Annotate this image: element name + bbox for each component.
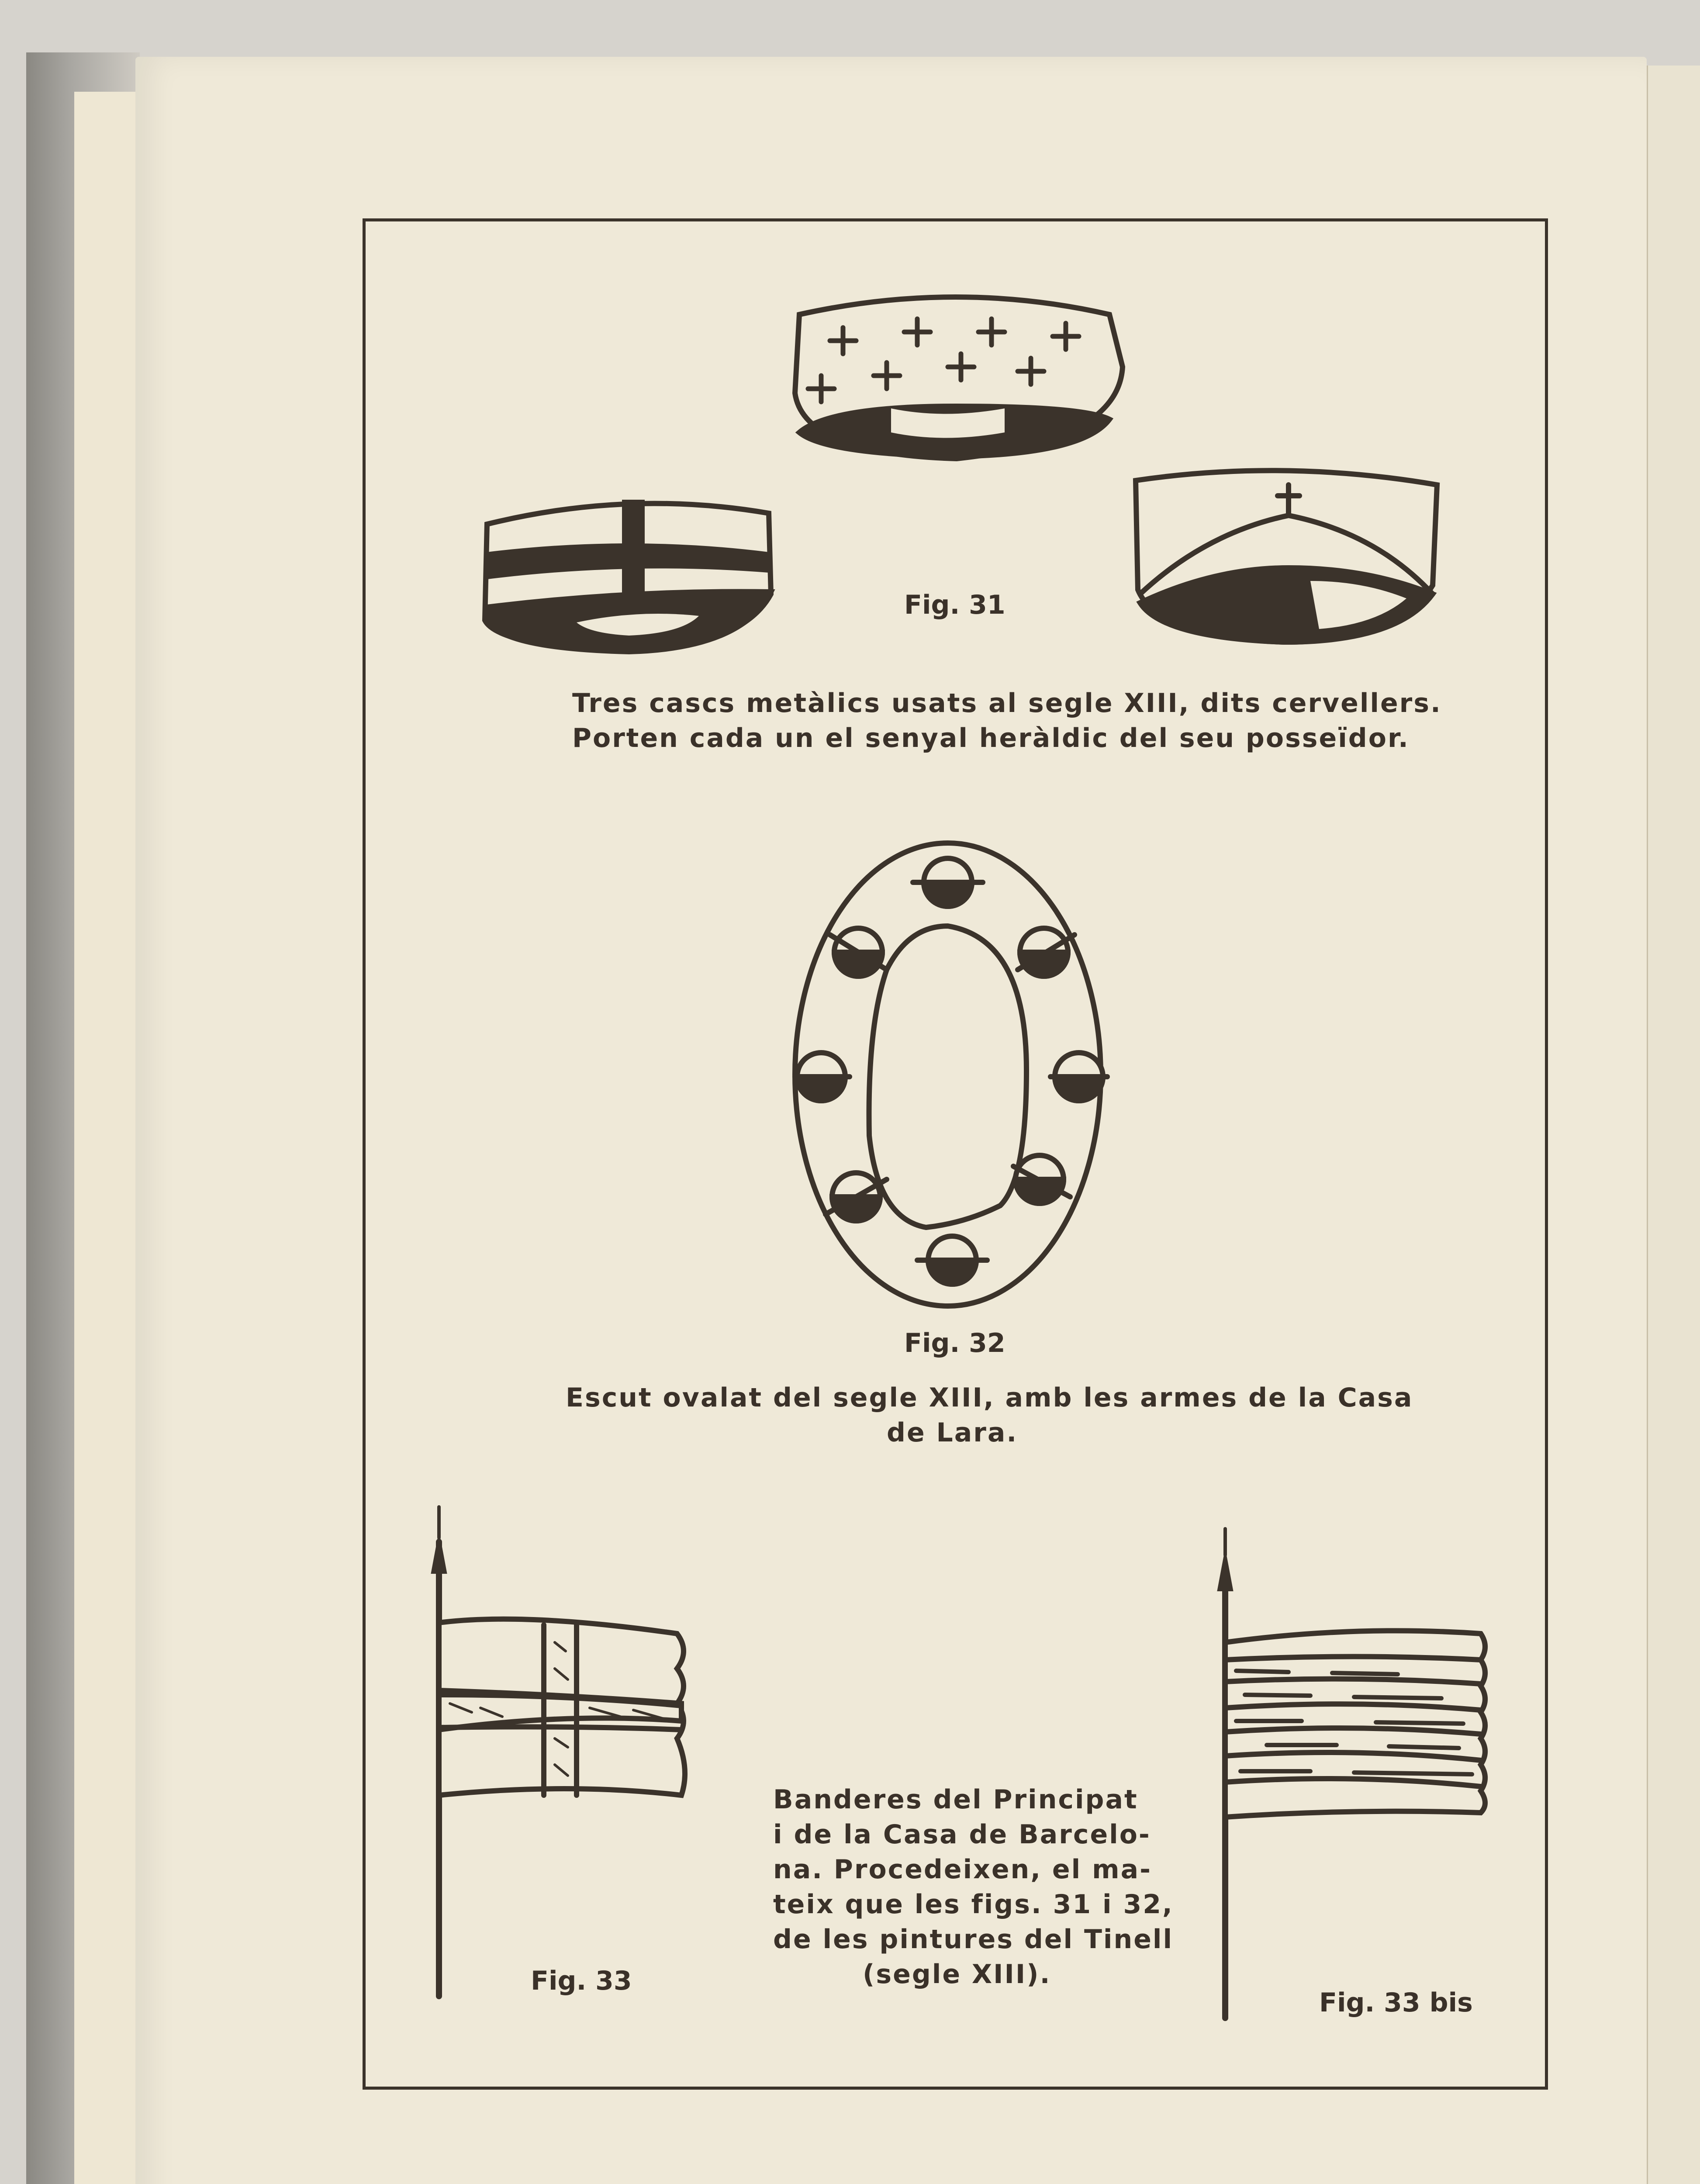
flags-caption-line-1: Banderes del Principat <box>773 1784 1138 1815</box>
flags-caption-line-5: de les pintures del Tinell <box>773 1924 1174 1955</box>
helmet-crosses <box>795 297 1123 459</box>
fig31-label: Fig. 31 <box>904 590 1005 620</box>
flags-caption-line-6: (segle XIII). <box>863 1959 1051 1990</box>
fig33-label: Fig. 33 <box>531 1966 632 1996</box>
flags-caption-line-2: i de la Casa de Barcelo- <box>773 1819 1151 1850</box>
fig32-caption-line-2: de Lara. <box>887 1417 1018 1448</box>
flags-caption-line-3: na. Procedeixen, el ma- <box>773 1854 1152 1885</box>
fig33bis-label: Fig. 33 bis <box>1319 1987 1473 2018</box>
fig31-caption-line-2: Porten cada un el senyal heràldic del seu posseïdor. <box>572 723 1410 753</box>
flags-caption-line-4: teix que les figs. 31 i 32, <box>773 1889 1174 1920</box>
fig32-caption-line-1: Escut ovalat del segle XIII, amb les armes de la Casa <box>566 1382 1413 1413</box>
helmet-cross-bands <box>485 502 771 652</box>
oval-shield <box>795 843 1107 1306</box>
fig31-caption-line-1: Tres cascs metàlics usats al segle XIII, dits cervellers. <box>572 688 1442 719</box>
fig32-label: Fig. 32 <box>904 1328 1005 1358</box>
flag-stripes <box>1219 1529 1485 2018</box>
helmet-arch-cross <box>1136 470 1437 642</box>
flag-cross <box>432 1507 685 1996</box>
